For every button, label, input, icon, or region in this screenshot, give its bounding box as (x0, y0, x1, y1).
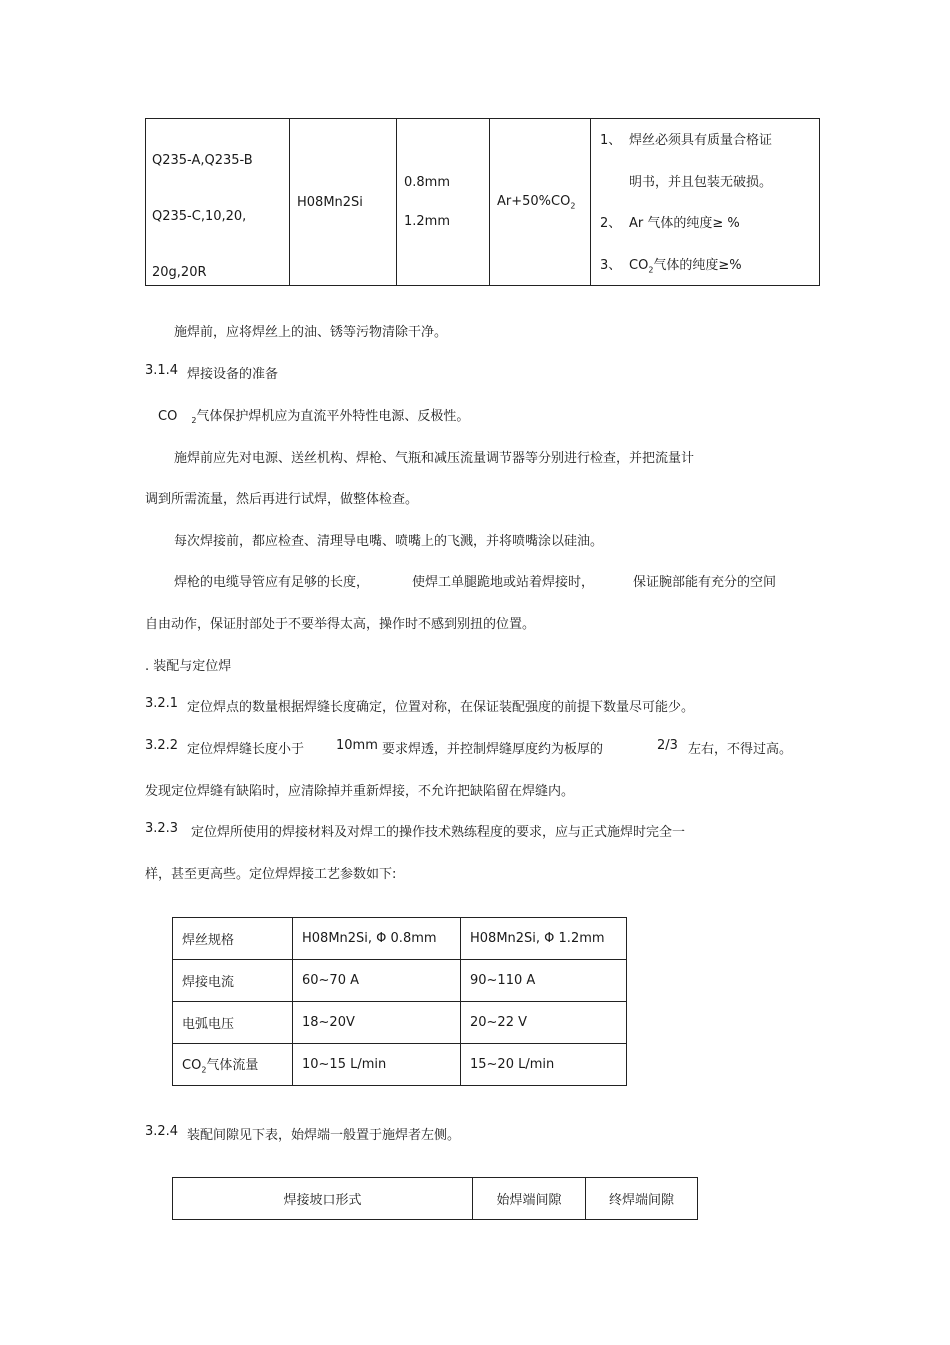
notes-cell (591, 119, 820, 286)
note-1-number: 1、 (600, 133, 622, 148)
gas-text: Ar+50%CO (497, 193, 571, 209)
gap-header-start: 始焊端间隙 (473, 1178, 586, 1220)
param-label-voltage: 电弧电压 (173, 1002, 293, 1044)
table-row (173, 1002, 627, 1044)
heading-3-2: . 装配与定位焊 (145, 659, 232, 674)
paragraph-cable-a: 焊枪的电缆导管应有足够的长度， (174, 575, 370, 590)
paragraph-each-welding: 每次焊接前，都应检查、清理导电嘴、喷嘴上的飞溅，并将喷嘴涂以硅油。 (174, 534, 604, 549)
paragraph-cable-line-2: 自由动作，保证肘部处于不要举得太高，操作时不感到别扭的位置。 (145, 617, 536, 632)
item-3-2-2-number: 3.2.2 (145, 738, 179, 753)
steel-cell (146, 119, 290, 286)
note-2-text: Ar 气体的纯度≥ % (629, 216, 740, 231)
item-3-2-2-part-c: 要求焊透，并控制焊缝厚度约为板厚的 (382, 742, 604, 757)
gap-header-end: 终焊端间隙 (586, 1178, 698, 1220)
paragraph-check-line-2: 调到所需流量，然后再进行试焊，做整体检查。 (145, 492, 419, 507)
item-3-2-3-number: 3.2.3 (145, 821, 179, 836)
note-1-line-2: 明书，并且包装无破损。 (629, 175, 773, 190)
param-value: H08Mn2Si, Φ 1.2mm (461, 918, 627, 960)
material-table (145, 118, 820, 286)
paragraph-check-line-1: 施焊前应先对电源、送丝机构、焊枪、气瓶和减压流量调节器等分别进行检查，并把流量计 (174, 451, 695, 466)
paragraph-clean: 施焊前，应将焊丝上的油、锈等污物清除干净。 (174, 325, 448, 340)
item-3-2-2-part-a: 定位焊焊缝长度小于 (187, 742, 305, 757)
note-3-suffix: 气体的纯度≥% (653, 258, 742, 273)
item-3-2-2-part-b: 10mm (336, 738, 378, 753)
table-row (173, 960, 627, 1002)
param-label-wire: 焊丝规格 (173, 918, 293, 960)
wire-cell: H08Mn2Si (290, 119, 397, 286)
steel-grade-2: Q235-C,10,20, (152, 209, 247, 224)
co2-prefix: CO (158, 409, 178, 424)
param-value: 20~22 V (461, 1002, 627, 1044)
param-value: 10~15 L/min (293, 1044, 461, 1086)
param-value: 60~70 A (293, 960, 461, 1002)
heading-3-1-4-title: 焊接设备的准备 (187, 367, 279, 382)
item-3-2-1-number: 3.2.1 (145, 696, 179, 711)
table-row (173, 1178, 698, 1220)
item-3-2-3-line-2: 样，甚至更高些。定位焊焊接工艺参数如下: (145, 867, 397, 882)
param-label-gas-flow (173, 1044, 293, 1086)
item-3-2-1-text: 定位焊点的数量根据焊缝长度确定，位置对称，在保证装配强度的前提下数量尽可能少。 (187, 700, 695, 715)
gas-flow-suffix: 气体流量 (206, 1058, 259, 1074)
item-3-2-2-part-d: 2/3 (657, 738, 678, 753)
table-row (173, 918, 627, 960)
gas-cell (490, 119, 591, 286)
param-value: 15~20 L/min (461, 1044, 627, 1086)
item-3-2-4-text: 装配间隙见下表，始焊端一般置于施焊者左侧。 (187, 1128, 461, 1143)
diameter-1: 0.8mm (404, 175, 451, 190)
gas-flow-subscript: 2 (201, 1065, 207, 1075)
gap-header-groove: 焊接坡口形式 (173, 1178, 473, 1220)
gas-subscript: 2 (570, 201, 576, 211)
table-row (173, 1044, 627, 1086)
heading-3-1-4-number: 3.1.4 (145, 363, 179, 378)
note-3-subscript: 2 (648, 265, 654, 275)
item-3-2-2-part-e: 左右，不得过高。 (688, 742, 793, 757)
item-3-2-2-line-2: 发现定位焊缝有缺陷时，应清除掉并重新焊接，不允许把缺陷留在焊缝内。 (145, 784, 575, 799)
param-label-current: 焊接电流 (173, 960, 293, 1002)
note-3-number: 3、 (600, 258, 622, 273)
param-value: H08Mn2Si, Φ 0.8mm (293, 918, 461, 960)
note-1-line-1: 焊丝必须具有质量合格证 (629, 133, 773, 148)
steel-grade-3: 20g,20R (152, 265, 207, 280)
paragraph-cable-b: 使焊工单腿跪地或站着焊接时， (412, 575, 595, 590)
diameter-2: 1.2mm (404, 214, 451, 229)
param-value: 18~20V (293, 1002, 461, 1044)
note-2-number: 2、 (600, 216, 622, 231)
item-3-2-3-text: 定位焊所使用的焊接材料及对焊工的操作技术熟练程度的要求，应与正式施焊时完全一 (191, 825, 686, 840)
param-value: 90~110 A (461, 960, 627, 1002)
steel-grade-1: Q235-A,Q235-B (152, 153, 253, 168)
paragraph-co2-welder (158, 405, 469, 425)
gap-table (172, 1177, 698, 1220)
co2-text: 气体保护焊机应为直流平外特性电源、反极性。 (196, 409, 470, 424)
parameter-table (172, 917, 627, 1086)
item-3-2-4-number: 3.2.4 (145, 1124, 179, 1139)
paragraph-cable-c: 保证腕部能有充分的空间 (633, 575, 777, 590)
diameter-cell (397, 119, 490, 286)
co2-subscript: 2 (191, 416, 197, 425)
gas-flow-prefix: CO (182, 1058, 202, 1074)
note-3-text (629, 254, 742, 275)
note-3-prefix: CO (629, 258, 649, 273)
